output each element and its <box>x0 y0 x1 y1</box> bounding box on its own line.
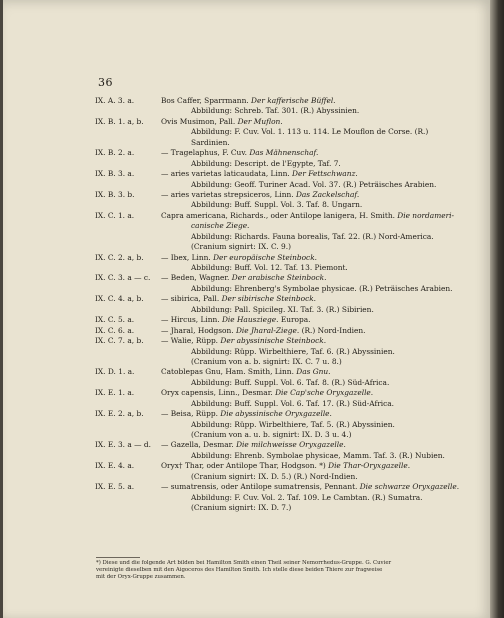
entry-continuation-line <box>3 305 490 315</box>
species-name-line <box>161 315 310 325</box>
catalogue-entry <box>3 482 490 492</box>
entry-continuation-line <box>3 200 490 210</box>
reference-line <box>191 399 394 409</box>
common-name: Die abyssinische Oryxgazelle. <box>220 409 332 419</box>
entry-text: (Cranium von a. u. b. signirt: IX. D. 3 u. 4.) <box>191 430 352 439</box>
reference-line <box>191 305 374 315</box>
species-name-line <box>161 169 358 179</box>
common-name: Die milchweisse Oryxgazelle. <box>236 440 346 450</box>
common-name: Der arabische Steinbock. <box>231 273 327 283</box>
document-page <box>3 0 490 618</box>
entry-continuation-line <box>3 232 490 242</box>
common-name: Die Thar-Oryxgazelle. <box>328 461 411 471</box>
common-name: Das Zackelschaf. <box>295 189 360 199</box>
entry-text: Abbildung: Buff. Vol. 12. Taf. 13. Piemont. <box>191 263 348 272</box>
entry-text: Capra americana, Richards., oder Antilope lanigera, H. Smith. <box>161 210 398 220</box>
footnote <box>96 560 436 582</box>
reference-line <box>191 221 249 231</box>
page-number: 36 <box>98 76 113 89</box>
reference-line <box>191 106 359 116</box>
species-name-line <box>161 117 283 127</box>
common-name: Der sibirische Steinbock. <box>221 294 317 304</box>
specimen-code: IX. B. 3. a. <box>95 169 135 179</box>
catalogue-entry <box>3 294 490 304</box>
catalogue-entries <box>3 96 490 514</box>
entry-text: — Jharal, Hodgson. <box>161 325 236 335</box>
entry-continuation-line <box>3 127 490 137</box>
entry-continuation-line <box>3 242 490 252</box>
specimen-code: IX. C. 6. a. <box>95 325 135 335</box>
entry-text: (Cranium signirt: IX. D. 7.) <box>191 503 292 513</box>
reference-line <box>191 430 351 440</box>
species-name-line <box>161 367 331 377</box>
entry-text: — aries varietas laticaudata, Linn. <box>161 169 293 179</box>
entry-text: Oryx capensis, Linn., Desmar. <box>161 388 276 398</box>
common-name: Die schwarze Oryxgazelle. <box>359 482 460 492</box>
entry-text: — sumatrensis, oder Antilope sumatrensis, Pennant. <box>161 482 360 492</box>
entry-text: — Beisa, Rüpp. <box>161 409 221 419</box>
specimen-code: IX. E. 3. a — d. <box>95 440 151 450</box>
reference-line <box>191 347 395 357</box>
species-name-line <box>161 336 326 346</box>
entry-text: Europa. <box>278 315 311 325</box>
reference-line <box>191 357 342 367</box>
specimen-code: IX. A. 3. a. <box>95 96 135 105</box>
entry-text: — Beden, Wagner. <box>161 273 232 283</box>
footnote-separator <box>96 557 140 558</box>
common-name: Der Fettschwanz. <box>292 169 358 179</box>
specimen-code: IX. E. 1. a. <box>95 388 135 398</box>
catalogue-entry <box>3 440 490 450</box>
entry-text: Abbildung: Descript. de l'Egypte, Taf. 7. <box>191 158 341 168</box>
catalogue-entry <box>3 169 490 179</box>
reference-line <box>191 284 452 294</box>
species-name-line <box>161 211 454 221</box>
reference-line <box>191 503 291 513</box>
specimen-code: IX. B. 2. a. <box>95 148 135 158</box>
entry-text: (Cranium signirt: IX. D. 5.) (R.) Nord-Indien. <box>191 471 358 481</box>
reference-line <box>191 242 291 252</box>
footnote-line: mit der Oryx-Gruppe zusammen. <box>96 574 186 581</box>
common-name: Die Jharal-Ziege. <box>235 325 300 335</box>
entry-text: Abbildung: Geoff. Turiner Acad. Vol. 37. (R.) Peträisches Arabien. <box>191 179 437 189</box>
specimen-code: IX. C. 2. a, b. <box>95 252 144 262</box>
footnote-line: vereinigte dieselben mit den Aigoceros des Hamilton Smith. Ich stelle diese beiden Thiere zur fragweise <box>96 567 383 574</box>
species-name-line <box>161 388 373 398</box>
specimen-code: IX. D. 1. a. <box>95 367 135 377</box>
common-name: Der europäische Steinbock. <box>213 252 318 262</box>
species-name-line <box>161 190 359 200</box>
specimen-code: IX. B. 1. a, b. <box>95 116 144 126</box>
species-name-line <box>161 461 410 471</box>
reference-line <box>191 200 362 210</box>
species-name-line <box>161 253 317 263</box>
catalogue-entry <box>3 367 490 377</box>
entry-continuation-line <box>3 138 490 148</box>
common-name: Die Hausziege. <box>221 315 279 325</box>
reference-line <box>191 159 341 169</box>
entry-continuation-line <box>3 347 490 357</box>
entry-continuation-line <box>3 159 490 169</box>
entry-continuation-line <box>3 180 490 190</box>
entry-text: — aries varietas strepsiceros, Linn. <box>161 189 296 199</box>
entry-text: Abbildung: Buff. Suppl. Vol. 6. Taf. 17. (R.) Süd-Africa. <box>191 398 394 408</box>
catalogue-entry <box>3 148 490 158</box>
entry-text: Oryx† Thar, oder Antilope Thar, Hodgson. *) <box>161 461 329 471</box>
specimen-code: IX. E. 4. a. <box>95 461 135 471</box>
entry-text: Ovis Musimon, Pall. <box>161 116 238 126</box>
entry-continuation-line <box>3 420 490 430</box>
common-name: Die nordameri- <box>397 210 454 220</box>
specimen-code: IX. C. 3. a — c. <box>95 273 151 283</box>
species-name-line <box>161 96 336 106</box>
entry-text: Abbildung: F. Cuv. Vol. 1. 113 u. 114. Le Mouflon de Corse. (R.) <box>191 127 429 137</box>
catalogue-entry <box>3 315 490 325</box>
catalogue-entry <box>3 190 490 200</box>
entry-text: Abbildung: Schreb. Taf. 301. (R.) Abyssinien. <box>191 106 360 116</box>
entry-text: Abbildung: Pall. Spicileg. XI. Taf. 3. (R.) Sibirien. <box>191 304 374 314</box>
reference-line <box>191 493 423 503</box>
entry-text: Abbildung: Rüpp. Wirbelthiere, Taf. 6. (R.) Abyssinien. <box>191 346 395 356</box>
entry-text: (R.) Nord-Indien. <box>299 325 366 335</box>
catalogue-entry <box>3 336 490 346</box>
entry-continuation-line <box>3 430 490 440</box>
common-name: Das Mähnenschaf. <box>249 148 319 158</box>
reference-line <box>191 263 348 273</box>
catalogue-entry <box>3 211 490 221</box>
entry-text: — Hircus, Linn. <box>161 315 222 325</box>
common-name: Der abyssinische Steinbock. <box>220 336 327 346</box>
species-name-line <box>161 326 366 336</box>
reference-line <box>191 180 436 190</box>
entry-continuation-line <box>3 378 490 388</box>
catalogue-entry <box>3 409 490 419</box>
reference-line <box>191 451 445 461</box>
entry-continuation-line <box>3 357 490 367</box>
catalogue-entry <box>3 326 490 336</box>
entry-continuation-line <box>3 451 490 461</box>
catalogue-entry <box>3 273 490 283</box>
footnote-line: *) Diese und die folgende Art bilden bei Hamilton Smith einen Theil seiner Nemorrhedus-Gruppe. G. Cuvier <box>96 560 392 566</box>
entry-text: Abbildung: Ehrenberg's Symbolae physicae. (R.) Peträisches Arabien. <box>191 283 453 293</box>
species-name-line <box>161 148 318 158</box>
species-name-line <box>161 273 326 283</box>
specimen-code: IX. C. 1. a. <box>95 210 135 220</box>
book-spine-edge <box>490 0 504 618</box>
catalogue-entry <box>3 388 490 398</box>
common-name: Die Cap'sche Oryxgazelle. <box>275 388 374 398</box>
specimen-code: IX. C. 5. a. <box>95 315 135 325</box>
entry-continuation-line <box>3 503 490 513</box>
entry-text: Abbildung: Buff. Suppl. Vol. 3. Taf. 8. Ungarn. <box>191 200 363 210</box>
specimen-code: IX. B. 3. b. <box>95 189 135 199</box>
catalogue-entry <box>3 117 490 127</box>
entry-text: — Tragelaphus, F. Cuv. <box>161 148 250 158</box>
common-name: Der kafferische Büffel. <box>251 96 336 105</box>
reference-line <box>191 127 428 137</box>
reference-line <box>191 472 358 482</box>
entry-continuation-line <box>3 284 490 294</box>
entry-continuation-line <box>3 472 490 482</box>
entry-continuation-line <box>3 493 490 503</box>
reference-line <box>191 138 230 148</box>
entry-continuation-line <box>3 106 490 116</box>
entry-text: (Cranium von a. b. signirt: IX. C. 7 u. 8.) <box>191 356 342 366</box>
common-name: Der Muflon. <box>237 116 283 126</box>
reference-line <box>191 420 395 430</box>
entry-text: — sibirica, Pall. <box>161 294 222 304</box>
entry-text: Abbildung: F. Cuv. Vol. 2. Taf. 109. Le Cambtan. (R.) Sumatra. <box>191 492 423 502</box>
entry-text: Abbildung: Rüpp. Wirbelthiere, Taf. 5. (R.) Abyssinien. <box>191 419 395 429</box>
specimen-code: IX. C. 4. a, b. <box>95 294 144 304</box>
entry-continuation-line <box>3 263 490 273</box>
entry-text: Catoblepas Gnu, Ham. Smith, Linn. <box>161 367 297 377</box>
catalogue-entry <box>3 253 490 263</box>
common-name: Das Gnu. <box>296 367 331 377</box>
catalogue-entry <box>3 96 490 106</box>
reference-line <box>191 232 434 242</box>
common-name: canische Ziege. <box>191 221 250 231</box>
entry-text: Bos Caffer, Sparrmann. <box>161 96 252 105</box>
species-name-line <box>161 440 346 450</box>
entry-text: — Gazella, Desmar. <box>161 440 237 450</box>
entry-text: — Walie, Rüpp. <box>161 336 221 346</box>
entry-text: — Ibex, Linn. <box>161 252 214 262</box>
specimen-code: IX. E. 5. a. <box>95 482 135 492</box>
entry-text: Abbildung: Ehrenb. Symbolae physicae, Mamm. Taf. 3. (R.) Nubien. <box>191 450 445 460</box>
species-name-line <box>161 482 459 492</box>
entry-text: Abbildung: Buff. Suppl. Vol. 6. Taf. 8. (R.) Süd-Africa. <box>191 377 390 387</box>
catalogue-entry <box>3 461 490 471</box>
species-name-line <box>161 294 316 304</box>
entry-continuation-line <box>3 221 490 231</box>
entry-text: Abbildung: Richards. Fauna borealis, Taf. 22. (R.) Nord-America. <box>191 231 434 241</box>
specimen-code: IX. E. 2. a, b. <box>95 409 144 419</box>
species-name-line <box>161 409 332 419</box>
specimen-code: IX. C. 7. a, b. <box>95 336 144 346</box>
reference-line <box>191 378 389 388</box>
entry-text: (Cranium signirt: IX. C. 9.) <box>191 242 291 252</box>
entry-continuation-line <box>3 399 490 409</box>
entry-text: Sardinien. <box>191 137 230 147</box>
